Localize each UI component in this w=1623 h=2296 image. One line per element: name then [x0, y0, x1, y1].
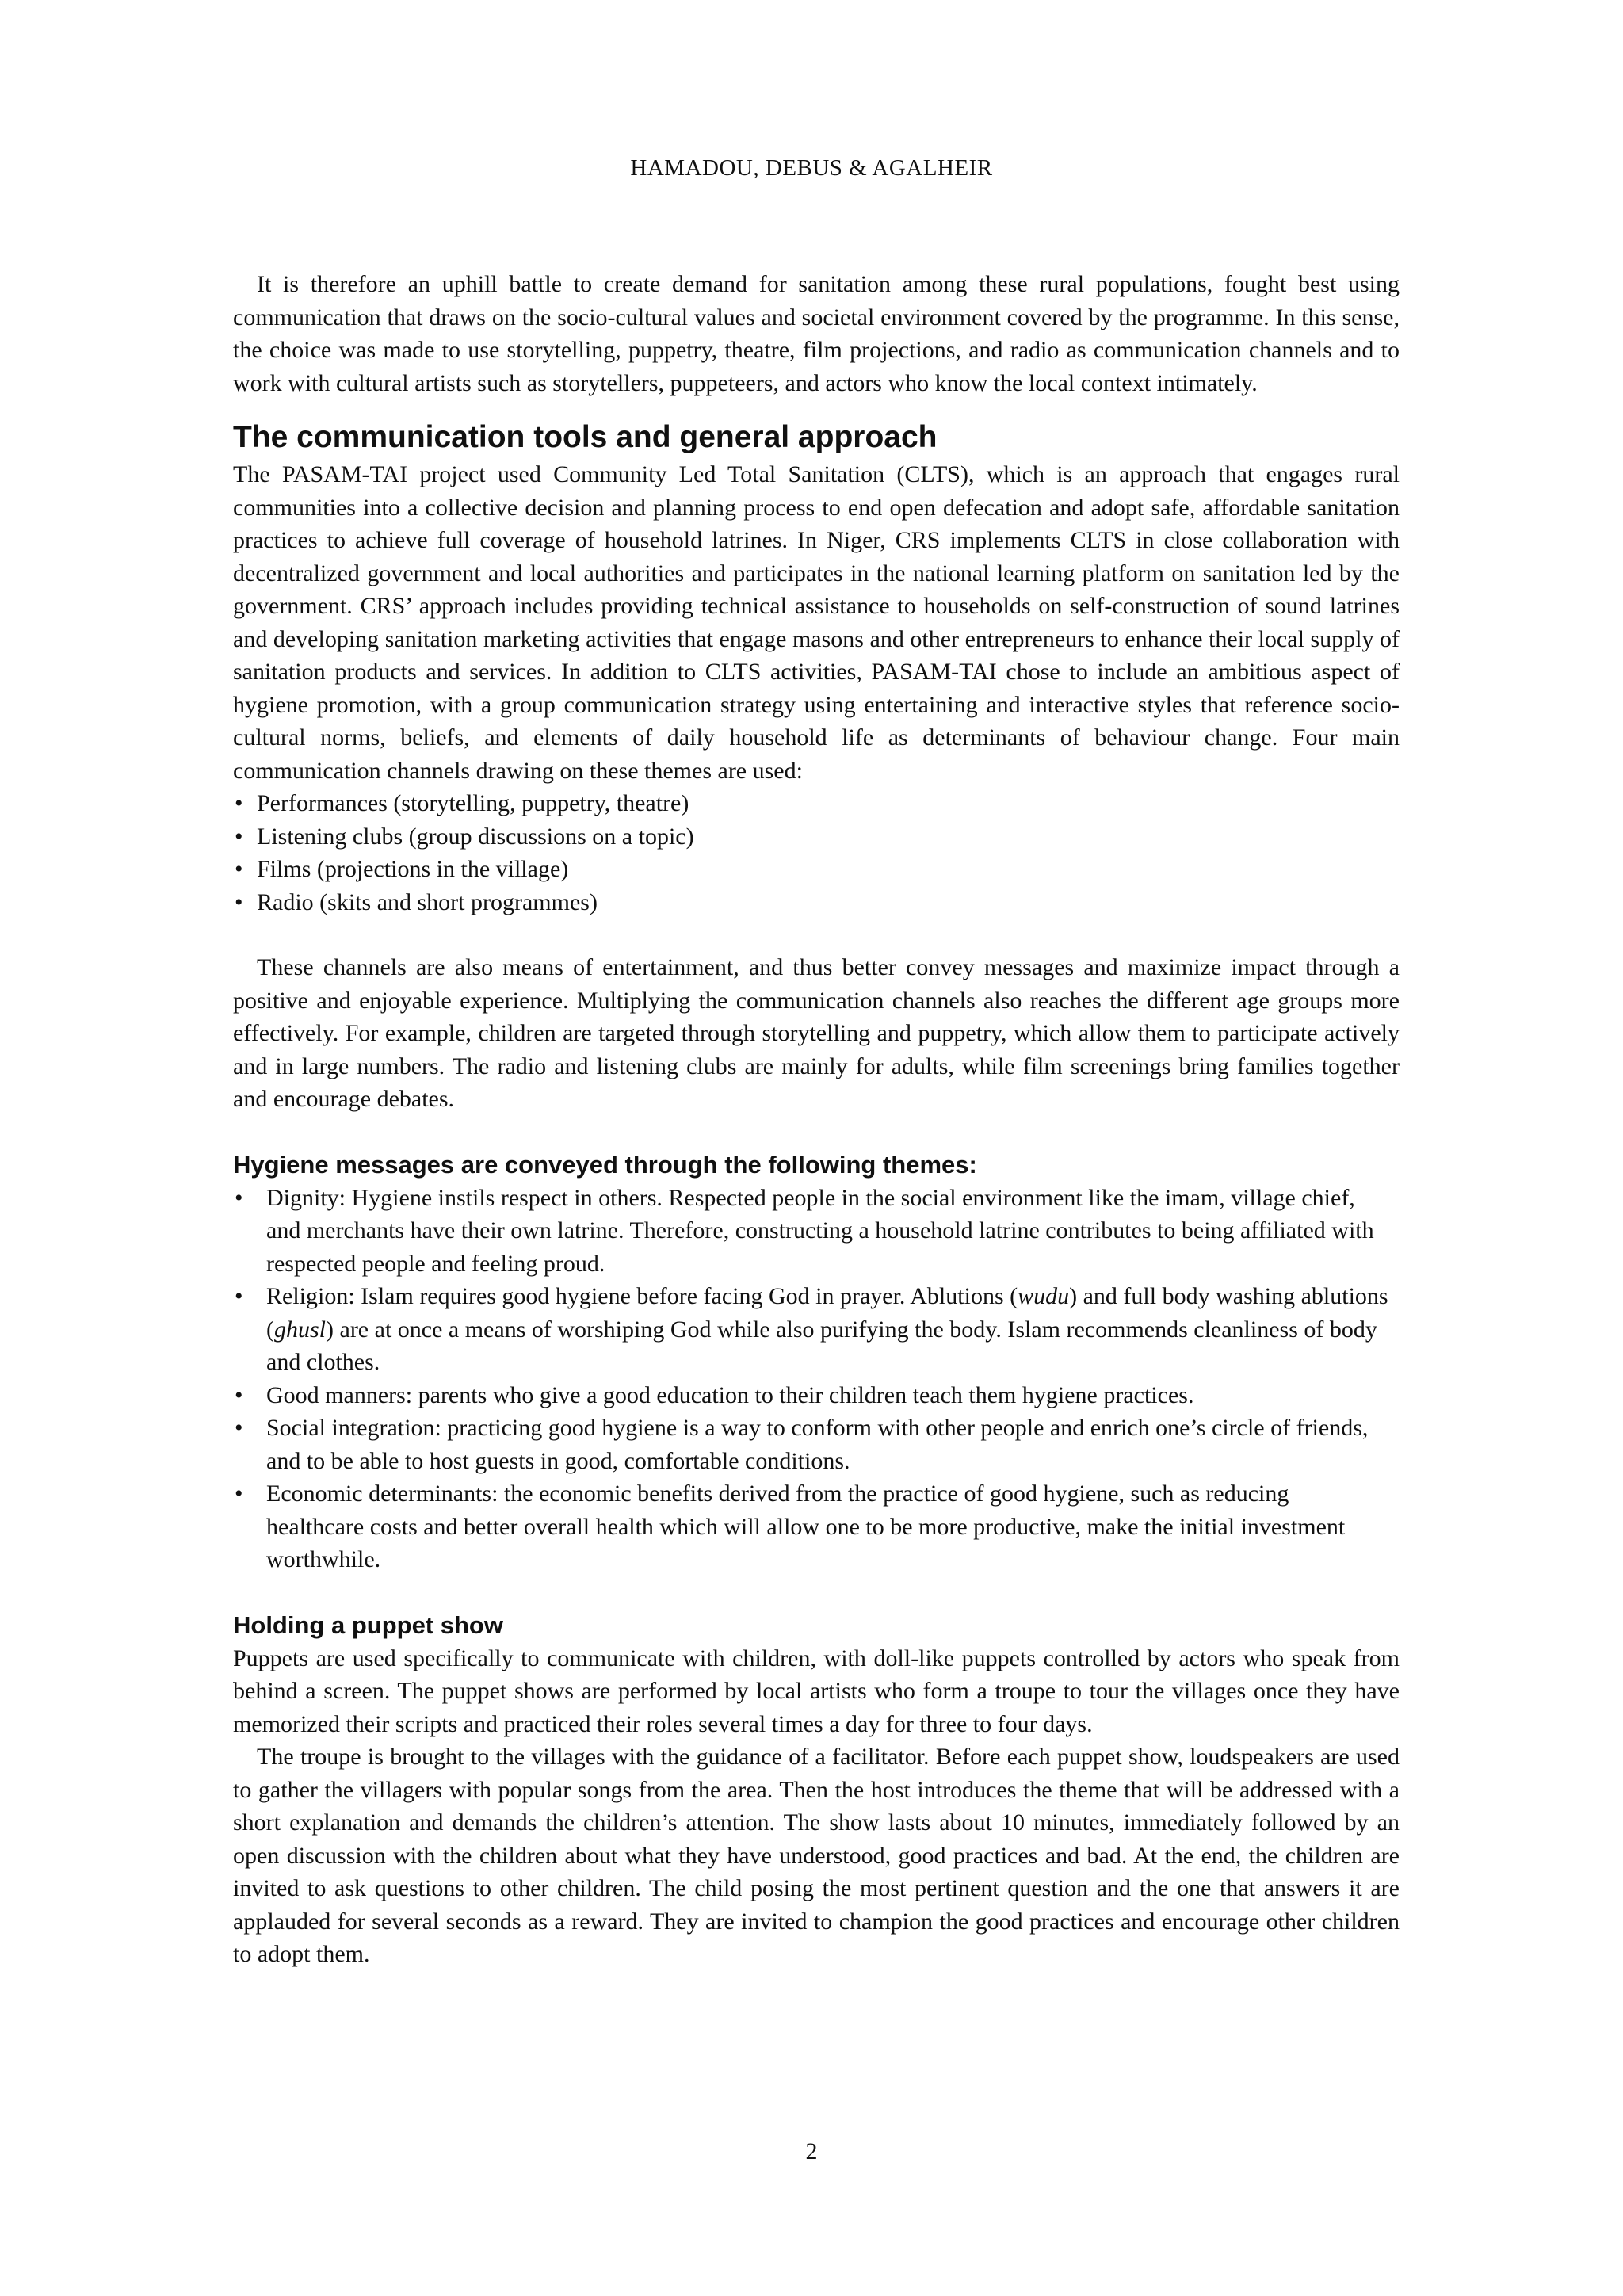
puppet-paragraph-1: Puppets are used specifically to communicate with children, with doll-like puppets controlled by actors who speak from behind a screen. The puppet shows are performed by local artists who form a troupe to tour the villages once they have memorized their scripts and practiced their roles several times a day for three to four days. [233, 1645, 1400, 1737]
list-item: • Listening clubs (group discussions on a topic) [233, 820, 1400, 854]
term-ghusl: ghusl [274, 1316, 327, 1343]
running-header: HAMADOU, DEBUS & AGALHEIR [630, 155, 993, 181]
themes-list [233, 1182, 1400, 1576]
list-item-manners: • Good manners: parents who give a good education to their children teach them hygiene practices. [233, 1379, 1400, 1412]
bullet-icon: • [235, 1283, 243, 1309]
intro-paragraph: It is therefore an uphill battle to create demand for sanitation among these rural populations, fought best using communication that draws on the socio-cultural values and societal environment covered by the programme. In this sense, the choice was made to use storytelling, puppetry, theatre, film projections, and radio as communication channels and to work with cultural artists such as storytellers, puppeteers, and actors who know the local context intimately. [233, 271, 1400, 396]
section-heading-hygiene-themes: Hygiene messages are conveyed through the following themes: [233, 1150, 977, 1179]
bullet-icon: • [235, 823, 243, 850]
clts-paragraph: The PASAM-TAI project used Community Led Total Sanitation (CLTS), which is an approach that engages rural communities into a collective decision and planning process to end open defecation and adopt safe, affordable sanitation practices to achieve full coverage of household latrines. In Niger, CRS implements CLTS in close collaboration with decentralized government and local authorities and participates in the national learning platform on sanitation led by the government. CRS’ approach includes providing technical assistance to households on self-construction of sound latrines and developing sanitation marketing activities that engage masons and other entrepreneurs to enhance their local supply of sanitation products and services. In addition to CLTS activities, PASAM-TAI chose to include an ambitious aspect of hygiene promotion, with a group communication strategy using entertaining and interactive styles that reference socio-cultural norms, beliefs, and elements of daily household life as determinants of behaviour change. Four main communication channels drawing on these themes are used: [233, 461, 1400, 784]
channels-list [233, 787, 1400, 919]
page-number: 2 [805, 2138, 818, 2164]
bullet-icon: • [235, 1415, 243, 1441]
list-item: • Films (projections in the village) [233, 853, 1400, 886]
list-item: • Radio (skits and short programmes) [233, 886, 1400, 919]
bullet-icon: • [235, 790, 243, 816]
spacer [233, 1576, 1400, 1609]
channels-paragraph: These channels are also means of entertainment, and thus better convey messages and maximize impact through a positive and enjoyable experience. Multiplying the communication channels also reaches the different age groups more effectively. For example, children are targeted through storytelling and puppetry, which allow them to participate actively and in large numbers. The radio and listening clubs are mainly for adults, while film screenings bring families together and encourage debates. [233, 954, 1400, 1112]
article-body [233, 268, 1400, 1971]
list-item-social: • Social integration: practicing good hygiene is a way to conform with other people and enrich one’s circle of friends, and to be able to host guests in good, comfortable conditions. [233, 1412, 1400, 1477]
section-heading-communication-tools: The communication tools and general approach [233, 420, 938, 454]
term-wudu: wudu [1018, 1283, 1070, 1309]
bullet-icon: • [235, 1184, 243, 1211]
list-item-economic: • Economic determinants: the economic benefits derived from the practice of good hygiene, such as reducing healthcare costs and better overall health which will allow one to be more productive, make the initial investment worthwhile. [233, 1477, 1400, 1576]
bullet-icon: • [235, 856, 243, 882]
list-item: • Performances (storytelling, puppetry, theatre) [233, 787, 1400, 820]
list-item-dignity: • Dignity: Hygiene instils respect in others. Respected people in the social environment like the imam, village chief, and merchants have their own latrine. Therefore, constructing a household latrine contributes to being affiliated with respected people and feeling proud. [233, 1182, 1400, 1281]
bullet-icon: • [235, 1381, 243, 1408]
spacer [233, 1116, 1400, 1148]
section-heading-puppet-show: Holding a puppet show [233, 1610, 503, 1639]
list-item-religion: • Religion: Islam requires good hygiene before facing God in prayer. Ablutions (wudu) and full body washing ablutions (ghusl) are at once a means of worshiping God while also purifying the body. Islam recommends cleanliness of body and clothes. [233, 1280, 1400, 1379]
spacer [233, 919, 1400, 951]
bullet-icon: • [235, 1480, 243, 1507]
puppet-paragraph-2: The troupe is brought to the villages with the guidance of a facilitator. Before each puppet show, loudspeakers are used to gather the villagers with popular songs from the area. Then the host introduces the theme that will be addressed with a short explanation and demands the children’s attention. The show lasts about 10 minutes, immediately followed by an open discussion with the children about what they have understood, good practices and bad. At the end, the children are invited to ask questions to other children. The child posing the most pertinent question and the one that answers it are applauded for several seconds as a reward. They are invited to champion the good practices and encourage other children to adopt them. [233, 1744, 1400, 1967]
bullet-icon: • [235, 888, 243, 915]
